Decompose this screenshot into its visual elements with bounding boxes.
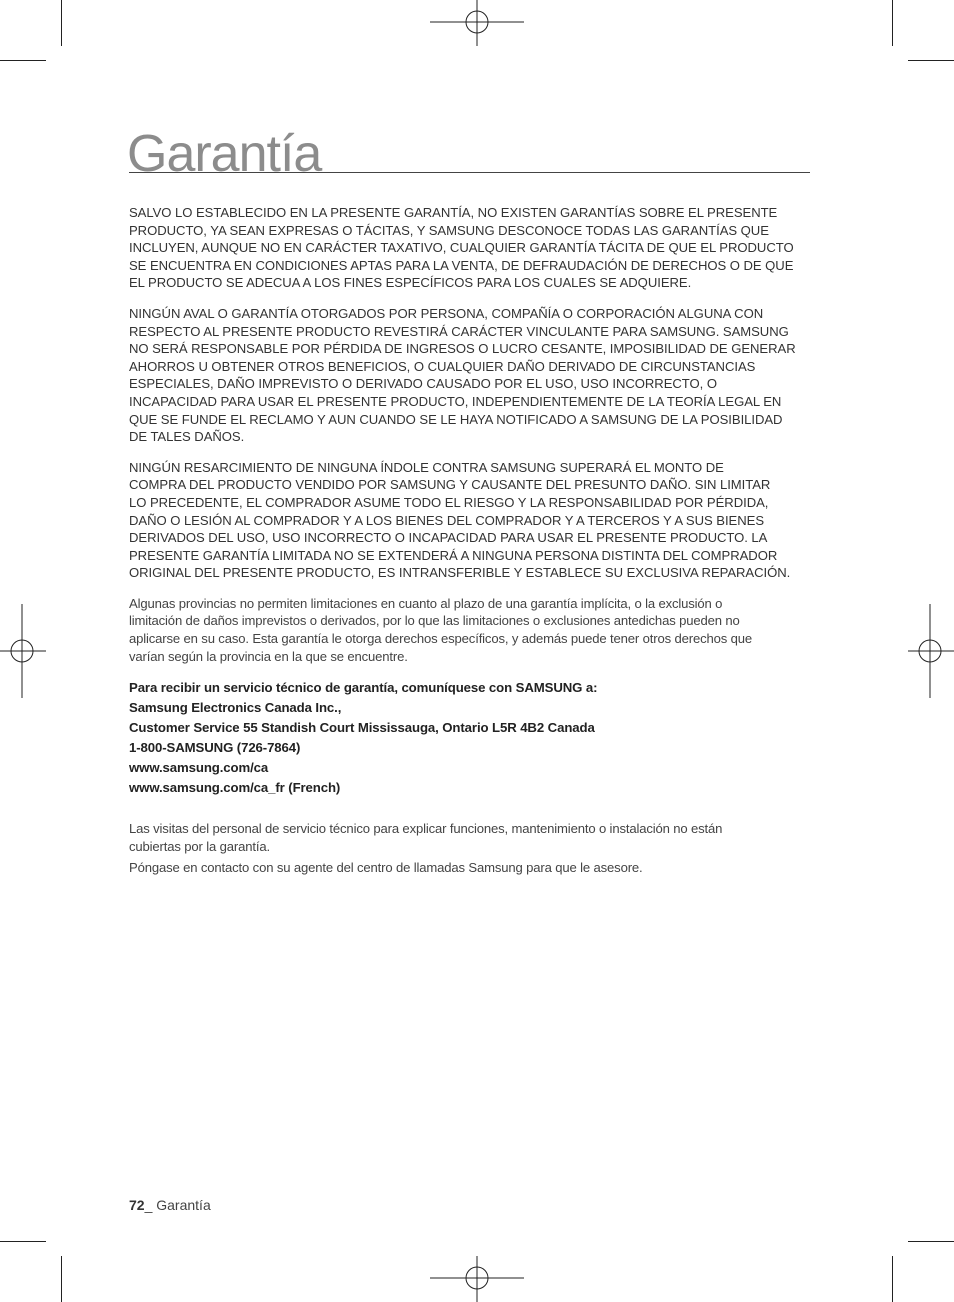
registration-mark-bottom	[430, 1256, 524, 1302]
page-footer	[129, 1197, 211, 1213]
page-title: Garantía	[127, 125, 322, 183]
contact-website-french-link[interactable]: www.samsung.com/ca_fr (French)	[129, 780, 341, 796]
crop-mark	[908, 1241, 954, 1242]
crop-mark	[61, 1256, 62, 1302]
footer-section: _ Garantía	[144, 1197, 211, 1213]
service-visits-note: Las visitas del personal de servicio técnico para explicar funciones, mantenimiento o instalación no están cubiertas por la garantía.	[129, 821, 723, 854]
crop-mark	[61, 0, 62, 46]
crop-mark	[0, 60, 46, 61]
contact-phone: 1-800-SAMSUNG (726-7864)	[129, 740, 301, 756]
registration-mark-right	[908, 604, 954, 698]
registration-mark-left	[0, 604, 46, 698]
registration-mark-top	[430, 0, 524, 46]
call-center-note: Póngase en contacto con su agente del centro de llamadas Samsung para que le asesore.	[129, 860, 643, 876]
provinces-paragraph: Algunas provincias no permiten limitaciones en cuanto al plazo de una garantía implícita, o la exclusión o limitación de daños imprevistos o derivados, por lo que las limitaciones o exclusiones antedichas pueden no aplicarse en su caso. Esta garantía le otorga derechos específicos, y además puede tener otros derechos que varían según la provincia en la que se encuentre.	[129, 595, 753, 664]
contact-website-link[interactable]: www.samsung.com/ca	[129, 760, 269, 776]
page-number: 72	[129, 1197, 145, 1213]
contact-company: Samsung Electronics Canada Inc.,	[129, 700, 342, 716]
disclaimer-paragraph: SALVO LO ESTABLECIDO EN LA PRESENTE GARANTÍA, NO EXISTEN GARANTÍAS SOBRE EL PRESENTE PRODUCTO, YA SEAN EXPRESAS O TÁCITAS, Y SAMSUNG DESCONOCE TODAS LAS GARANTÍAS QUE INCLUYEN, AUNQUE NO EN CARÁCTER TAXATIVO, CUALQUIER GARANTÍA TÁCITA DE QUE EL PRODUCTO SE ENCUENTRA EN CONDICIONES APTAS PARA LA VENTA, DE DEFRAUDACIÓN DE DERECHOS O DE QUE EL PRODUCTO SE ADECUA A LOS FINES ESPECÍFICOS PARA LOS CUALES SE ADQUIERE.	[129, 205, 794, 291]
warranty-body	[129, 204, 819, 877]
contact-address: Customer Service 55 Standish Court Mississauga, Ontario L5R 4B2 Canada	[129, 720, 595, 736]
liability-paragraph: NINGÚN AVAL O GARANTÍA OTORGADOS POR PERSONA, COMPAÑÍA O CORPORACIÓN ALGUNA CON RESPECTO AL PRESENTE PRODUCTO REVESTIRÁ CARÁCTER VINCULANTE PARA SAMSUNG. SAMSUNG NO SERÁ RESPONSABLE POR PÉRDIDA DE INGRESOS O LUCRO CESANTE, IMPOSIBILIDAD DE GENERAR AHORROS U OBTENER OTROS BENEFICIOS, O CUALQUIER DAÑO DERIVADO DE CIRCUNSTANCIAS ESPECIALES, DAÑO IMPREVISTO O DERIVADO CAUSADO POR EL USO, USO INCORRECTO, O INCAPACIDAD PARA USAR EL PRESENTE PRODUCTO, INDEPENDIENTEMENTE DE LA TEORÍA LEGAL EN QUE SE FUNDE EL RECLAMO Y AUN CUANDO SE LE HAYA NOTIFICADO A SAMSUNG DE LA POSIBILIDAD DE TALES DAÑOS.	[129, 305, 796, 445]
crop-mark	[892, 1256, 893, 1302]
crop-mark	[892, 0, 893, 46]
title-rule	[127, 120, 810, 183]
contact-intro: Para recibir un servicio técnico de garantía, comuníquese con SAMSUNG a:	[129, 680, 598, 696]
crop-mark	[0, 1241, 46, 1242]
remedy-paragraph: NINGÚN RESARCIMIENTO DE NINGUNA ÍNDOLE CONTRA SAMSUNG SUPERARÁ EL MONTO DE COMPRA DEL PRODUCTO VENDIDO POR SAMSUNG Y CAUSANTE DEL PRESUNTO DAÑO. SIN LIMITAR LO PRECEDENTE, EL COMPRADOR ASUME TODO EL RIESGO Y LA RESPONSABILIDAD POR PÉRDIDA, DAÑO O LESIÓN AL COMPRADOR Y A LOS BIENES DEL COMPRADOR Y A TERCEROS Y A SUS BIENES DERIVADOS DEL USO, USO INCORRECTO O INCAPACIDAD PARA USAR EL PRESENTE PRODUCTO. LA PRESENTE GARANTÍA LIMITADA NO SE EXTENDERÁ A NINGUNA PERSONA DISTINTA DEL COMPRADOR ORIGINAL DEL PRESENTE PRODUCTO, ES INTRANSFERIBLE Y ESTABLECE SU EXCLUSIVA REPARACIÓN.	[129, 459, 791, 581]
crop-mark	[908, 60, 954, 61]
contact-block	[129, 678, 819, 798]
